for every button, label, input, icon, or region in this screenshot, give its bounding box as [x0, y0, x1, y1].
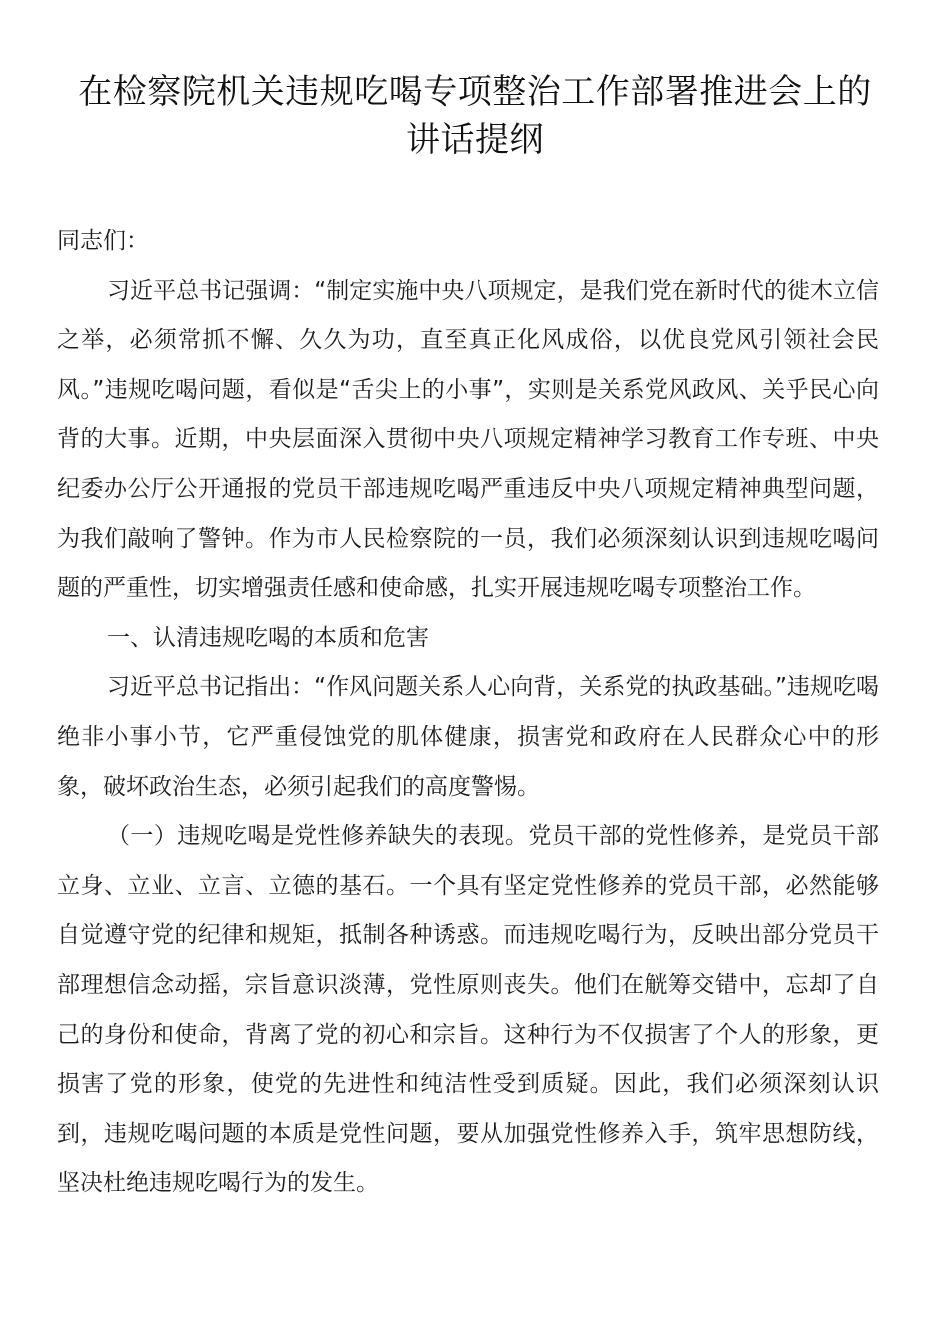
document-title-line-1: 在检察院机关违规吃喝专项整治工作部署推进会上的: [78, 72, 872, 112]
section-heading-1: 一、认清违规吃喝的本质和危害: [107, 624, 429, 651]
document-body: [57, 217, 879, 1209]
paragraph-intro: 习近平总书记强调：“制定实施中央八项规定，是我们党在新时代的徙木立信之举，必须常抓不懈、久久为功，直至真正化风成俗，以优良党风引领社会民风。”违规吃喝问题，看似是“舌尖上的小事”，实则是关系党风政风、关乎民心向背的大事。近期，中央层面深入贯彻中央八项规定精神学习教育工作专班、中央纪委办公厅公开通报的党员干部违规吃喝严重违反中央八项规定精神典型问题，为我们敲响了警钟。作为市人民检察院的一员，我们必须深刻认识到违规吃喝问题的严重性，切实增强责任感和使命感，扎实开展违规吃喝专项整治工作。: [57, 277, 879, 602]
paragraph-section-1: 习近平总书记指出：“作风问题关系人心向背，关系党的执政基础。”违规吃喝绝非小事小节，它严重侵蚀党的肌体健康，损害党和政府在人民群众心中的形象，破坏政治生态，必须引起我们的高度警惕。: [57, 674, 879, 800]
salutation: 同志们：: [57, 228, 149, 254]
paragraph-subsection-1: （一）违规吃喝是党性修养缺失的表现。党员干部的党性修养，是党员干部立身、立业、立言、立德的基石。一个具有坚定党性修养的党员干部，必然能够自觉遵守党的纪律和规矩，抵制各种诱惑。而违规吃喝行为，反映出部分党员干部理想信念动摇，宗旨意识淡薄，党性原则丧失。他们在觥筹交错中，忘却了自己的身份和使命，背离了党的初心和宗旨。这种行为不仅损害了个人的形象，更损害了党的形象，使党的先进性和纯洁性受到质疑。因此，我们必须深刻认识到，违规吃喝问题的本质是党性问题，要从加强党性修养入手，筑牢思想防线，坚决杜绝违规吃喝行为的发生。: [57, 823, 879, 1197]
document-title-line-2: 讲话提纲: [406, 120, 544, 160]
